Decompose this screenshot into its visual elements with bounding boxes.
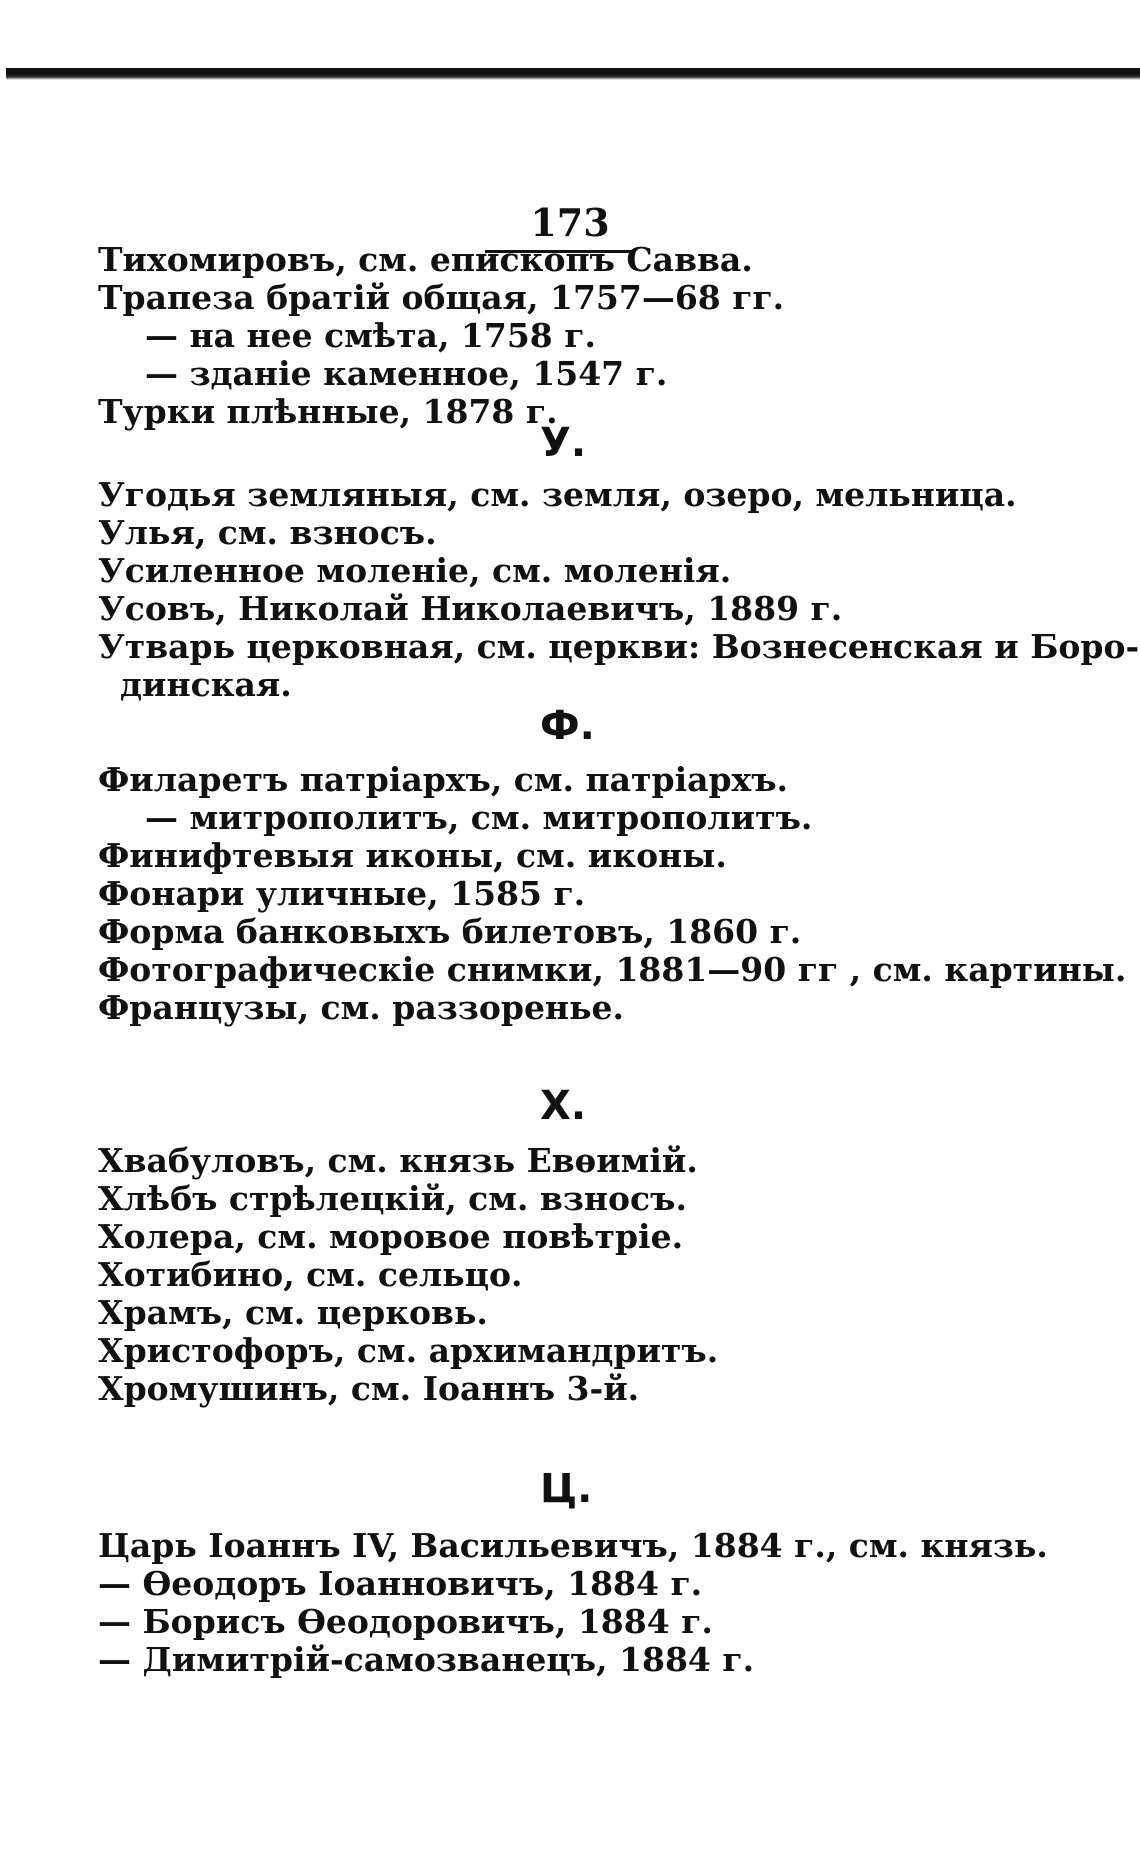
section-letter-kh: Х. bbox=[540, 1083, 587, 1129]
index-entry: Улья, см. взносъ. bbox=[98, 513, 437, 552]
index-entry: Французы, см. раззоренье. bbox=[98, 988, 624, 1027]
index-entry: — митрополитъ, см. митрополитъ. bbox=[145, 798, 813, 837]
section-letter-f: Ф. bbox=[540, 703, 595, 749]
index-entry: Угодья земляныя, см. земля, озеро, мельница. bbox=[98, 475, 1017, 514]
index-entry: Усиленное моленіе, см. моленія. bbox=[98, 551, 732, 590]
index-entry: — Димитрій-самозванецъ, 1884 г. bbox=[98, 1640, 755, 1679]
index-entry: Хвабуловъ, см. князь Евѳимій. bbox=[98, 1141, 698, 1180]
index-entry: Турки плѣнные, 1878 г. bbox=[98, 392, 558, 431]
index-entry: Финифтевыя иконы, см. иконы. bbox=[98, 836, 727, 875]
index-entry: Фотографическіе снимки, 1881—90 гг , см. картины. bbox=[98, 950, 1127, 989]
index-entry: Трапеза братій общая, 1757—68 гг. bbox=[98, 278, 785, 317]
index-entry: Филаретъ патріархъ, см. патріархъ. bbox=[98, 760, 789, 799]
section-letter-ts: Ц. bbox=[540, 1466, 593, 1512]
index-entry: Храмъ, см. церковь. bbox=[98, 1293, 488, 1332]
index-entry: — Ѳеодоръ Іоанновичъ, 1884 г. bbox=[98, 1564, 703, 1603]
index-entry: Усовъ, Николай Николаевичъ, 1889 г. bbox=[98, 589, 843, 628]
index-entry: Христофоръ, см. архимандритъ. bbox=[98, 1331, 719, 1370]
index-entry: динская. bbox=[120, 665, 292, 704]
top-rule bbox=[6, 68, 1140, 80]
index-entry: Утварь церковная, см. церкви: Вознесенская и Боро- bbox=[98, 627, 1140, 666]
index-entry: — зданіе каменное, 1547 г. bbox=[145, 354, 668, 393]
index-entry: — на нее смѣта, 1758 г. bbox=[145, 316, 596, 355]
section-letter-u: У. bbox=[540, 420, 587, 466]
index-entry: Хотибино, см. сельцо. bbox=[98, 1255, 523, 1294]
index-entry: Хлѣбъ стрѣлецкій, см. взносъ. bbox=[98, 1179, 687, 1218]
index-entry: — Борисъ Ѳеодоровичъ, 1884 г. bbox=[98, 1602, 713, 1641]
index-entry: Холера, см. моровое повѣтріе. bbox=[98, 1217, 684, 1256]
index-entry: Тихомировъ, см. епископъ Савва. bbox=[98, 240, 753, 279]
page-number: 173 bbox=[530, 200, 610, 245]
index-entry: Форма банковыхъ билетовъ, 1860 г. bbox=[98, 912, 802, 951]
index-entry: Фонари уличные, 1585 г. bbox=[98, 874, 586, 913]
index-entry: Царь Іоаннъ IV, Васильевичъ, 1884 г., см. князь. bbox=[98, 1526, 1048, 1565]
index-entry: Хромушинъ, см. Іоаннъ 3-й. bbox=[98, 1369, 640, 1408]
